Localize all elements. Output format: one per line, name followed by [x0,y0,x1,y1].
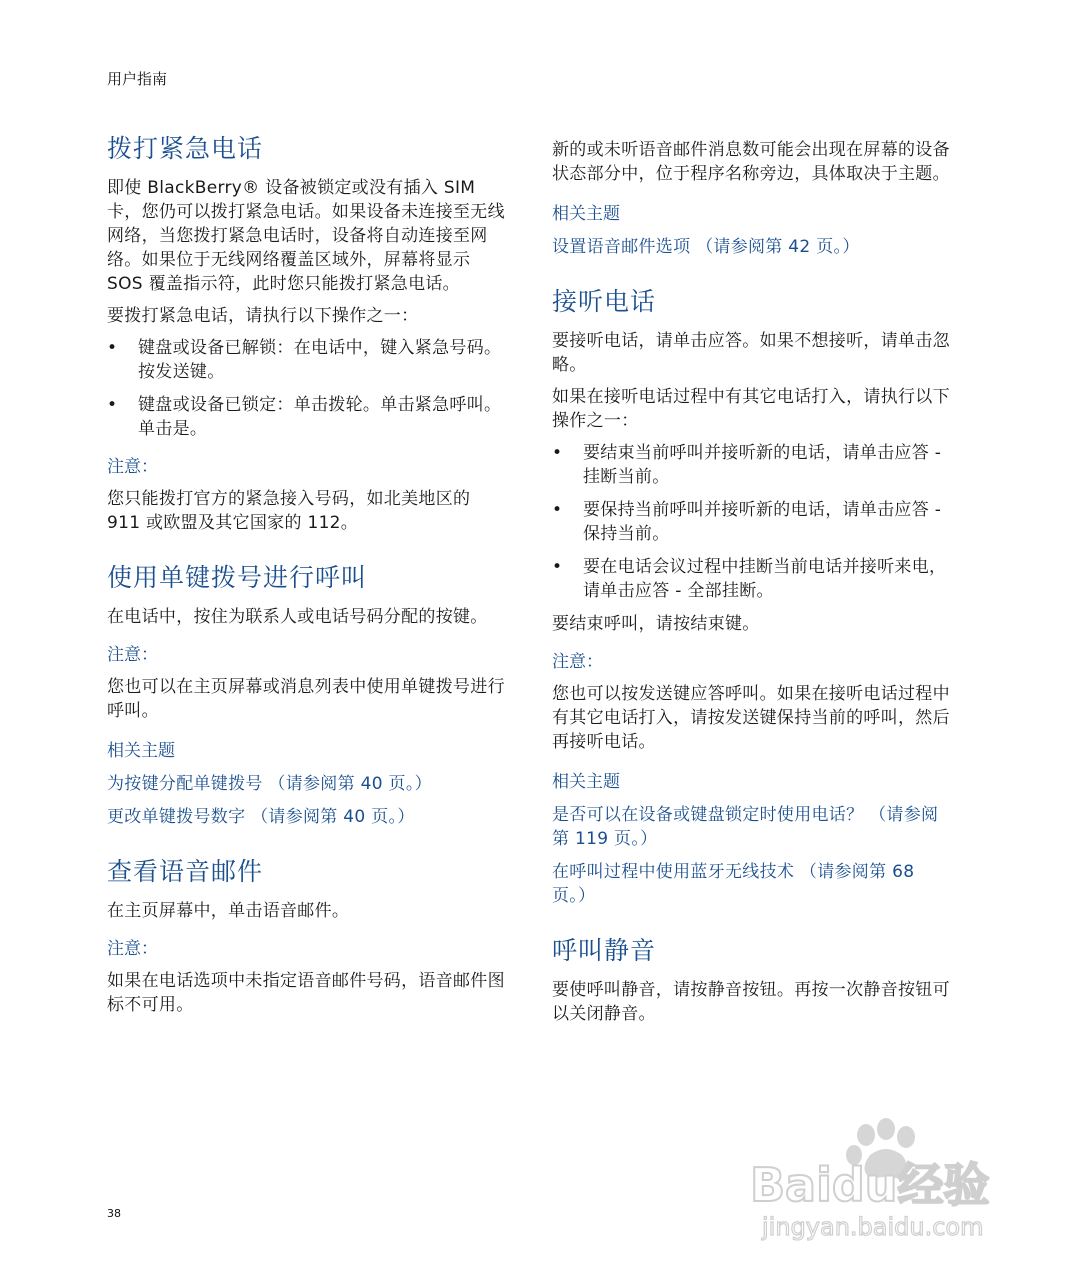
note-label: 注意： [552,652,603,672]
note-label: 注意： [107,939,158,959]
related-topics-label: 相关主题 [107,741,175,761]
section-voicemail-continued [552,138,952,259]
bullet-list [552,441,952,603]
paragraph: 在电话中，按住为联系人或电话号码分配的按键。 [107,607,488,627]
paragraph: 在主页屏幕中，单击语音邮件。 [107,901,350,921]
paragraph: 要使呼叫静音，请按静音按钮。再按一次静音按钮可以关闭静音。 [552,980,950,1024]
list-item [552,498,952,546]
related-link[interactable]: 更改单键拨号数字 （请参阅第 40 页。） [107,807,415,827]
note-text: 您也可以按发送键应答呼叫。如果在接听电话过程中有其它电话打入，请按发送键保持当前的呼叫，然后再接听电话。 [552,684,950,752]
related-topics-label: 相关主题 [552,772,620,792]
list-item [552,555,952,603]
bullet-icon: • [552,500,563,520]
section-mute [552,934,952,1026]
related-topics-label: 相关主题 [552,204,620,224]
section-title: 接听电话 [552,287,657,316]
note-text: 您只能拨打官方的紧急接入号码，如北美地区的 911 或欧盟及其它国家的 112。 [107,489,471,533]
note-label: 注意： [107,645,158,665]
related-link[interactable]: 设置语音邮件选项 （请参阅第 42 页。） [552,237,860,257]
right-column [552,138,952,1052]
bullet-list [107,336,507,441]
section-title: 查看语音邮件 [107,857,264,886]
paragraph: 要结束呼叫，请按结束键。 [552,614,760,634]
bullet-icon: • [107,338,118,358]
related-link[interactable]: 是否可以在设备或键盘锁定时使用电话？ （请参阅第 119 页。） [552,805,939,849]
paragraph: 新的或未听语音邮件消息数可能会出现在屏幕的设备状态部分中，位于程序名称旁边，具体取决于主题。 [552,140,950,184]
list-item-text: 要结束当前呼叫并接听新的电话，请单击应答 - 挂断当前。 [583,443,942,487]
related-link[interactable]: 为按键分配单键拨号 （请参阅第 40 页。） [107,774,432,794]
bullet-icon: • [552,557,563,577]
section-title: 呼叫静音 [552,936,657,965]
note-text: 您也可以在主页屏幕或消息列表中使用单键拨号进行呼叫。 [107,677,505,721]
list-item [107,336,507,384]
list-item-text: 键盘或设备已解锁：在电话中，键入紧急号码。按发送键。 [138,338,502,382]
paragraph: 如果在接听电话过程中有其它电话打入，请执行以下操作之一： [552,387,950,431]
list-item-text: 键盘或设备已锁定：单击拨轮。单击紧急呼叫。单击是。 [138,395,502,439]
list-item-text: 要保持当前呼叫并接听新的电话，请单击应答 - 保持当前。 [583,500,942,544]
list-item [107,393,507,441]
related-link[interactable]: 在呼叫过程中使用蓝牙无线技术 （请参阅第 68 页。） [552,862,915,906]
list-item-text: 要在电话会议过程中挂断当前电话并接听来电，请单击应答 - 全部挂断。 [583,557,947,601]
section-voicemail [107,855,507,1017]
bullet-icon: • [552,443,563,463]
list-item [552,441,952,489]
bullet-icon: • [107,395,118,415]
section-speed-dial [107,561,507,829]
left-column [107,132,507,1043]
note-text: 如果在电话选项中未指定语音邮件号码，语音邮件图标不可用。 [107,971,505,1015]
paragraph: 要拨打紧急电话，请执行以下操作之一： [107,306,419,326]
paragraph: 要接听电话，请单击应答。如果不想接听，请单击忽略。 [552,331,950,375]
running-header: 用户指南 [107,70,168,88]
paragraph: 即使 BlackBerry® 设备被锁定或没有插入 SIM 卡，您仍可以拨打紧急电话。如果设备未连接至无线网络，当您拨打紧急电话时，设备将自动连接至网络。如果位于无线网络覆盖区域外，屏幕将显示 SOS 覆盖指示符，此时您只能拨打紧急电话。 [107,178,505,294]
section-answer-call [552,285,952,908]
section-title: 拨打紧急电话 [107,134,264,163]
section-title: 使用单键拨号进行呼叫 [107,563,368,592]
note-label: 注意： [107,457,158,477]
watermark-brand: Baidu经验 [750,1158,990,1212]
page-number: 38 [107,1207,121,1220]
watermark-url: jingyan.baidu.com [762,1213,984,1241]
baidu-watermark [750,1115,1010,1255]
section-emergency-call [107,132,507,535]
